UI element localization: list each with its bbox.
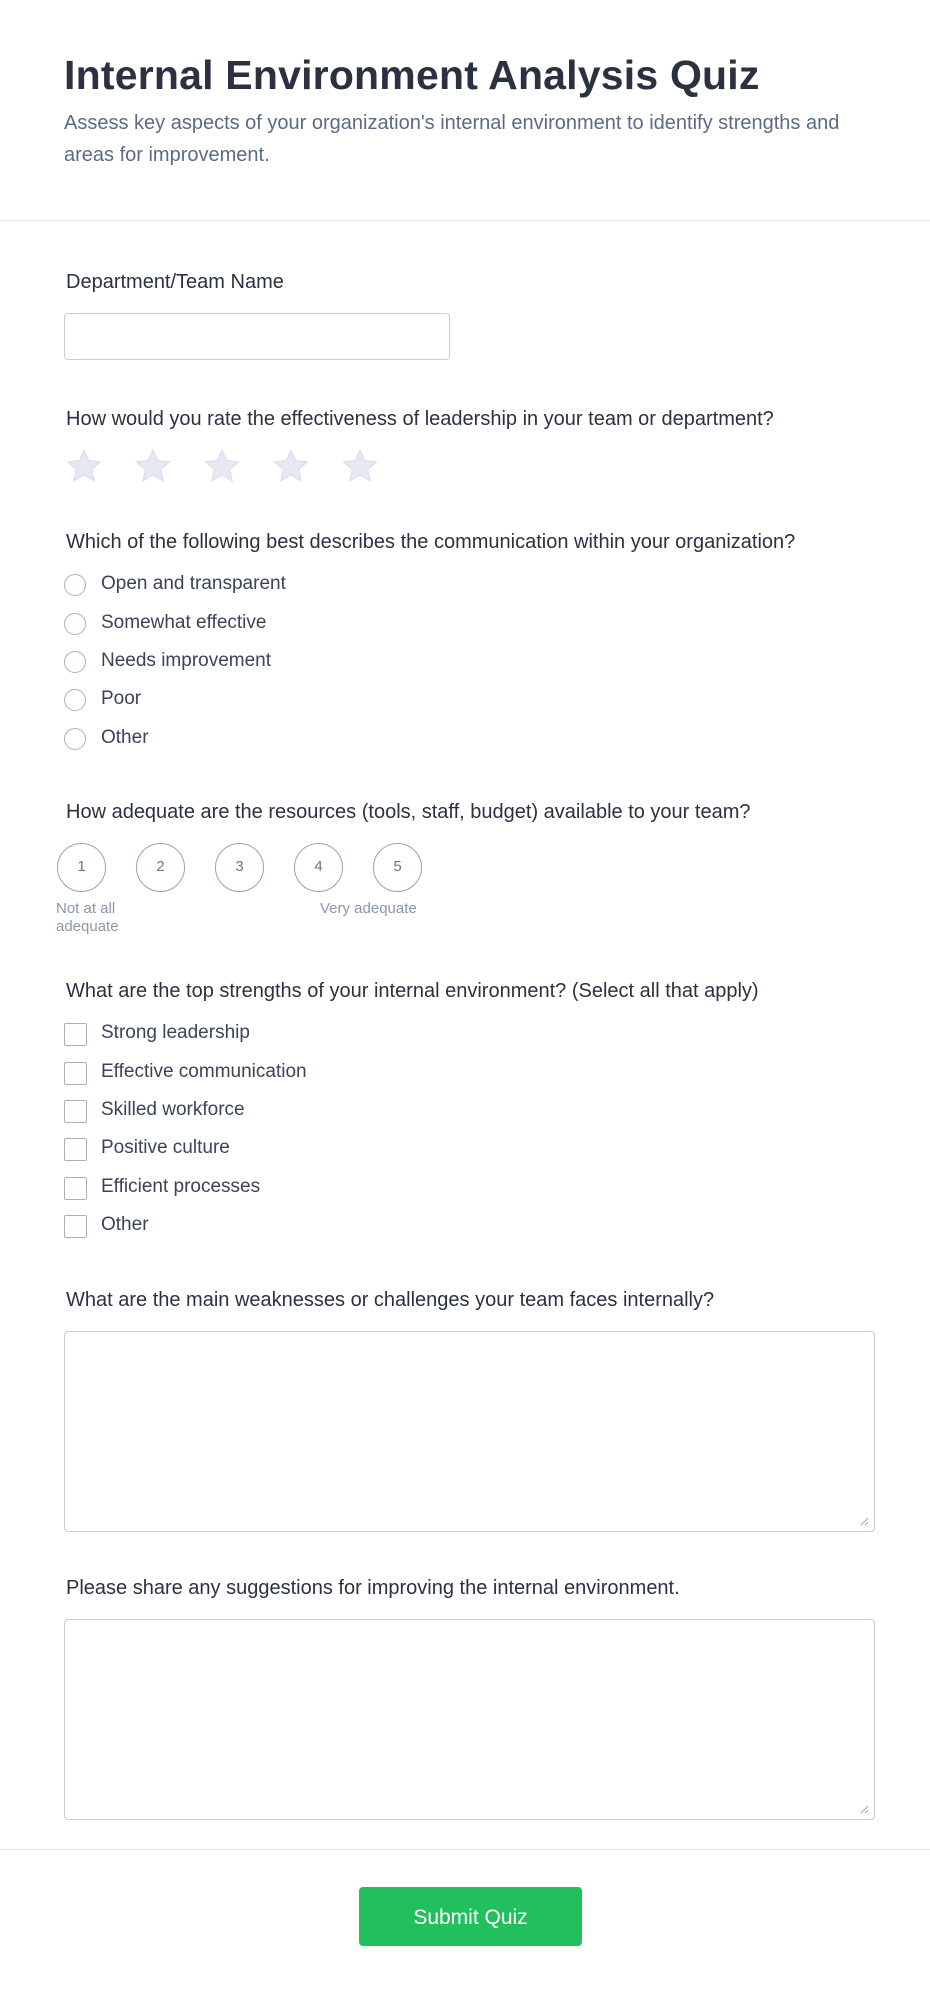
radio-button[interactable] bbox=[64, 689, 86, 711]
option-label: Other bbox=[101, 1214, 149, 1235]
checkbox[interactable] bbox=[64, 1177, 87, 1200]
star-icon-5[interactable] bbox=[340, 446, 380, 486]
checkbox[interactable] bbox=[64, 1138, 87, 1161]
option-label: Strong leadership bbox=[101, 1022, 250, 1043]
option-label: Skilled workforce bbox=[101, 1099, 245, 1120]
resize-grip-icon[interactable] bbox=[859, 1516, 869, 1526]
option-label: Efficient processes bbox=[101, 1176, 261, 1197]
quiz-header bbox=[0, 0, 930, 221]
star-icon-2[interactable] bbox=[133, 446, 173, 486]
strengths-question: What are the top strengths of your internal environment? (Select all that apply) bbox=[66, 980, 759, 1002]
suggestions-textarea[interactable] bbox=[64, 1619, 875, 1820]
checkbox[interactable] bbox=[64, 1100, 87, 1123]
suggestions-question: Please share any suggestions for improving the internal environment. bbox=[66, 1577, 680, 1599]
resources-question: How adequate are the resources (tools, staff, budget) available to your team? bbox=[66, 801, 751, 823]
scale-option-5[interactable]: 5 bbox=[373, 843, 422, 892]
option-label: Positive culture bbox=[101, 1137, 230, 1158]
option-label: Needs improvement bbox=[101, 650, 272, 671]
option-label: Open and transparent bbox=[101, 573, 286, 594]
weaknesses-textarea[interactable] bbox=[64, 1331, 875, 1532]
footer-divider bbox=[0, 1849, 930, 1850]
scale-option-3[interactable]: 3 bbox=[215, 843, 264, 892]
weaknesses-question: What are the main weaknesses or challenges your team faces internally? bbox=[66, 1289, 715, 1311]
department-label: Department/Team Name bbox=[66, 271, 284, 293]
star-icon-3[interactable] bbox=[202, 446, 242, 486]
option-label: Other bbox=[101, 727, 149, 748]
communication-question: Which of the following best describes the communication within your organization? bbox=[66, 531, 796, 553]
radio-button[interactable] bbox=[64, 651, 86, 673]
option-label: Poor bbox=[101, 688, 142, 709]
star-icon-4[interactable] bbox=[271, 446, 311, 486]
radio-button[interactable] bbox=[64, 613, 86, 635]
radio-button[interactable] bbox=[64, 574, 86, 596]
scale-option-1[interactable]: 1 bbox=[57, 843, 106, 892]
scale-option-2[interactable]: 2 bbox=[136, 843, 185, 892]
option-label: Somewhat effective bbox=[101, 612, 267, 633]
department-input[interactable] bbox=[64, 313, 450, 360]
checkbox[interactable] bbox=[64, 1062, 87, 1085]
resize-grip-icon[interactable] bbox=[859, 1804, 869, 1814]
scale-max-label: Very adequate bbox=[320, 900, 417, 917]
star-icon-1[interactable] bbox=[64, 446, 104, 486]
scale-option-4[interactable]: 4 bbox=[294, 843, 343, 892]
page-title: Internal Environment Analysis Quiz bbox=[64, 52, 760, 98]
radio-button[interactable] bbox=[64, 728, 86, 750]
checkbox[interactable] bbox=[64, 1215, 87, 1238]
submit-button[interactable]: Submit Quiz bbox=[359, 1887, 582, 1946]
option-label: Effective communication bbox=[101, 1061, 307, 1082]
page-subtitle: Assess key aspects of your organization's internal environment to identify strengths and areas for improvement. bbox=[64, 112, 840, 166]
scale-min-label: Not at all adequate bbox=[56, 900, 119, 935]
leadership-question: How would you rate the effectiveness of leadership in your team or department? bbox=[66, 408, 774, 430]
checkbox[interactable] bbox=[64, 1023, 87, 1046]
